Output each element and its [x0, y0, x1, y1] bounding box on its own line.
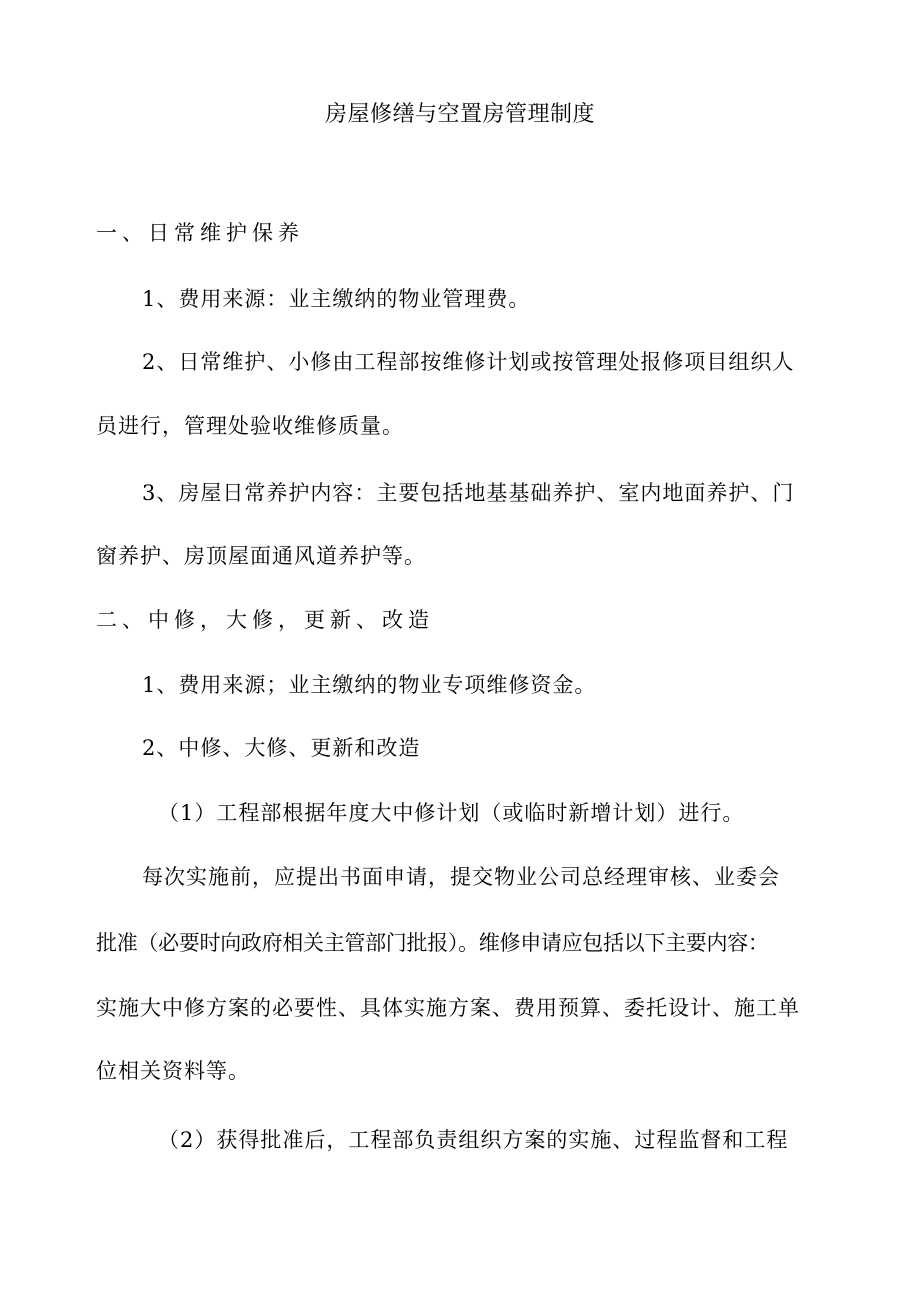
section-2-paragraph-line-4: 位相关资料等。 — [96, 1059, 250, 1083]
section-1-paragraph-3-line-2: 窗养护、房顶屋面通风道养护等。 — [96, 544, 426, 568]
section-1-heading: 一、日常维护保养 — [96, 221, 304, 245]
section-2-paragraph-line-1: 每次实施前，应提出书面申请，提交物业公司总经理审核、业委会 — [142, 865, 780, 889]
document-title: 房屋修缮与空置房管理制度 — [324, 102, 595, 127]
section-2-paragraph-line-3: 实施大中修方案的必要性、具体实施方案、费用预算、委托设计、施工单 — [96, 996, 800, 1020]
section-1-paragraph-3-line-1: 3、房屋日常养护内容：主要包括地基基础养护、室内地面养护、门 — [142, 481, 795, 505]
section-1-paragraph-2-line-2: 员进行，管理处验收维修质量。 — [96, 414, 404, 438]
section-2-item-2: （2）获得批准后，工程部负责组织方案的实施、过程监督和工程 — [158, 1128, 789, 1152]
section-2-paragraph-1: 1、费用来源；业主缴纳的物业专项维修资金。 — [142, 673, 597, 697]
section-2-paragraph-line-2: 批准（必要时向政府相关主管部门批报）。维修申请应包括以下主要内容： — [96, 931, 769, 955]
section-2-paragraph-2: 2、中修、大修、更新和改造 — [142, 736, 421, 760]
section-1-paragraph-2-line-1: 2、日常维护、小修由工程部按维修计划或按管理处报修项目组织人 — [142, 350, 795, 374]
section-2-item-1: （1）工程部根据年度大中修计划（或临时新增计划）进行。 — [158, 801, 745, 825]
section-2-heading: 二、中修，大修，更新、改造 — [96, 608, 434, 632]
section-1-paragraph-1: 1、费用来源：业主缴纳的物业管理费。 — [142, 287, 531, 311]
